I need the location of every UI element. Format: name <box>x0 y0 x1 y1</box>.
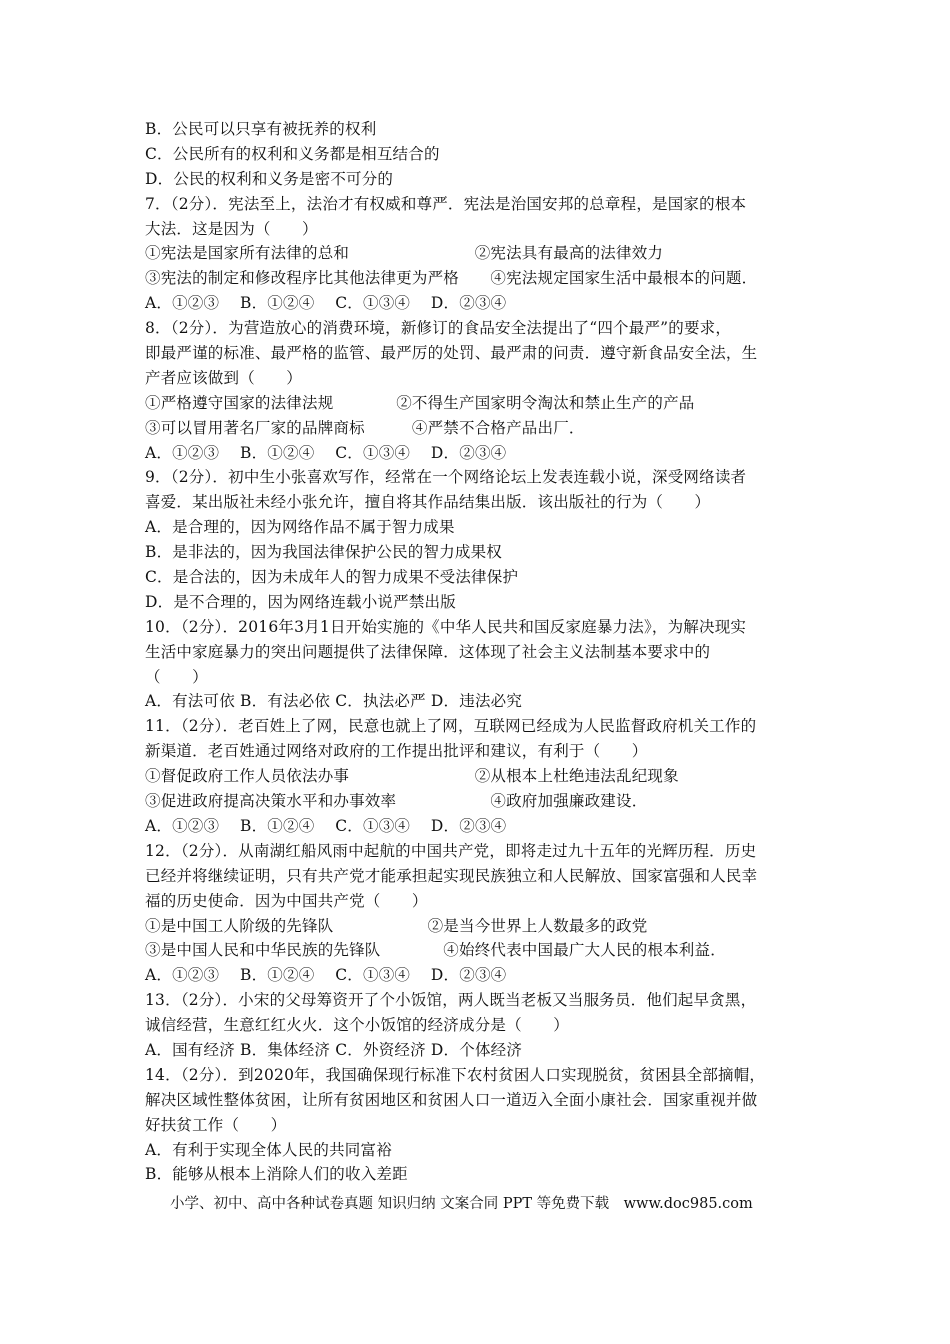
text-line: 诚信经营，生意红红火火．这个小饭馆的经济成分是（ ） <box>145 1016 569 1035</box>
text-line: ③宪法的制定和修改程序比其他法律更为严格 ④宪法规定国家生活中最根本的问题． <box>145 269 758 288</box>
text-line: 8．（2分）．为营造放心的消费环境，新修订的食品安全法提出了“四个最严”的要求， <box>145 319 732 338</box>
text-line: 10．（2分）．2016年3月1日开始实施的《中华人民共和国反家庭暴力法》，为解决现实 <box>145 617 747 636</box>
text-line: B．能够从根本上消除人们的收入差距 <box>145 1165 408 1184</box>
text-line: A．有利于实现全体人民的共同富裕 <box>145 1140 392 1159</box>
text-line: A．①②③ B．①②④ C．①③④ D．②③④ <box>145 966 507 985</box>
text-line: 已经并将继续证明，只有共产党才能承担起实现民族独立和人民解放、国家富强和人民幸 <box>145 866 758 885</box>
text-line: C．公民所有的权利和义务都是相互结合的 <box>145 144 440 163</box>
text-line: ③可以冒用著名厂家的品牌商标 ④严禁不合格产品出厂． <box>145 418 585 437</box>
text-line: 解决区域性整体贫困，让所有贫困地区和贫困人口一道迈入全面小康社会．国家重视并做 <box>145 1090 758 1109</box>
text-line: A．①②③ B．①②④ C．①③④ D．②③④ <box>145 816 507 835</box>
text-line: （ ） <box>145 667 208 686</box>
text-line: 9．（2分）．初中生小张喜欢写作，经常在一个网络论坛上发表连载小说，深受网络读者 <box>145 468 747 487</box>
text-line: 产者应该做到（ ） <box>145 368 303 387</box>
text-line: 好扶贫工作（ ） <box>145 1115 287 1134</box>
text-line: 生活中家庭暴力的突出问题提供了法律保障．这体现了社会主义法制基本要求中的 <box>145 642 711 661</box>
text-line: 喜爱．某出版社未经小张允许，擅自将其作品结集出版．该出版社的行为（ ） <box>145 493 711 512</box>
text-line: A．国有经济 B．集体经济 C．外资经济 D．个体经济 <box>145 1040 523 1059</box>
text-line: C．是合法的，因为未成年人的智力成果不受法律保护 <box>145 568 519 587</box>
text-line: ①是中国工人阶级的先锋队 ②是当今世界上人数最多的政党 <box>145 916 648 935</box>
text-line: D．是不合理的，因为网络连载小说严禁出版 <box>145 592 456 611</box>
text-line: A．①②③ B．①②④ C．①③④ D．②③④ <box>145 294 507 313</box>
text-line: ①严格遵守国家的法律法规 ②不得生产国家明令淘汰和禁止生产的产品 <box>145 393 695 412</box>
text-line: A．有法可依 B．有法必依 C．执法必严 D．违法必究 <box>145 692 523 711</box>
text-line: 14．（2分）．到2020年，我国确保现行标准下农村贫困人口实现脱贫，贫困县全部摘帽， <box>145 1065 766 1084</box>
text-line: ③促进政府提高决策水平和办事效率 ④政府加强廉政建设． <box>145 792 648 811</box>
text-line: A．是合理的，因为网络作品不属于智力成果 <box>145 518 455 537</box>
page-footer: 小学、初中、高中各种试卷真题 知识归纳 文案合同 PPT 等免费下载 www.doc985.com <box>170 1196 753 1212</box>
text-line: ③是中国人民和中华民族的先锋队 ④始终代表中国最广大人民的根本利益． <box>145 941 726 960</box>
text-line: 新渠道．老百姓通过网络对政府的工作提出批评和建议，有利于（ ） <box>145 742 648 761</box>
text-line: ①宪法是国家所有法律的总和 ②宪法具有最高的法律效力 <box>145 244 664 263</box>
text-line: D．公民的权利和义务是密不可分的 <box>145 169 394 188</box>
text-line: A．①②③ B．①②④ C．①③④ D．②③④ <box>145 443 507 462</box>
text-line: 福的历史使命．因为中国共产党（ ） <box>145 891 428 910</box>
text-line: B．公民可以只享有被抚养的权利 <box>145 120 377 138</box>
text-line: 7．（2分）．宪法至上，法治才有权威和尊严．宪法是治国安邦的总章程，是国家的根本 <box>145 194 747 213</box>
text-line: ①督促政府工作人员依法办事 ②从根本上杜绝违法乱纪现象 <box>145 767 679 786</box>
text-line: 11．（2分）．老百姓上了网，民意也就上了网，互联网已经成为人民监督政府机关工作的 <box>145 717 757 736</box>
exam-text-body <box>145 117 805 1187</box>
text-line: B．是非法的，因为我国法律保护公民的智力成果权 <box>145 543 502 562</box>
text-line: 13．（2分）．小宋的父母筹资开了个小饭馆，两人既当老板又当服务员．他们起早贪黑， <box>145 991 757 1010</box>
text-line: 即最严谨的标准、最严格的监管、最严厉的处罚、最严肃的问责．遵守新食品安全法，生 <box>145 344 758 363</box>
text-line: 12．（2分）．从南湖红船风雨中起航的中国共产党，即将走过九十五年的光辉历程．历史 <box>145 841 757 860</box>
text-line: 大法．这是因为（ ） <box>145 219 318 238</box>
